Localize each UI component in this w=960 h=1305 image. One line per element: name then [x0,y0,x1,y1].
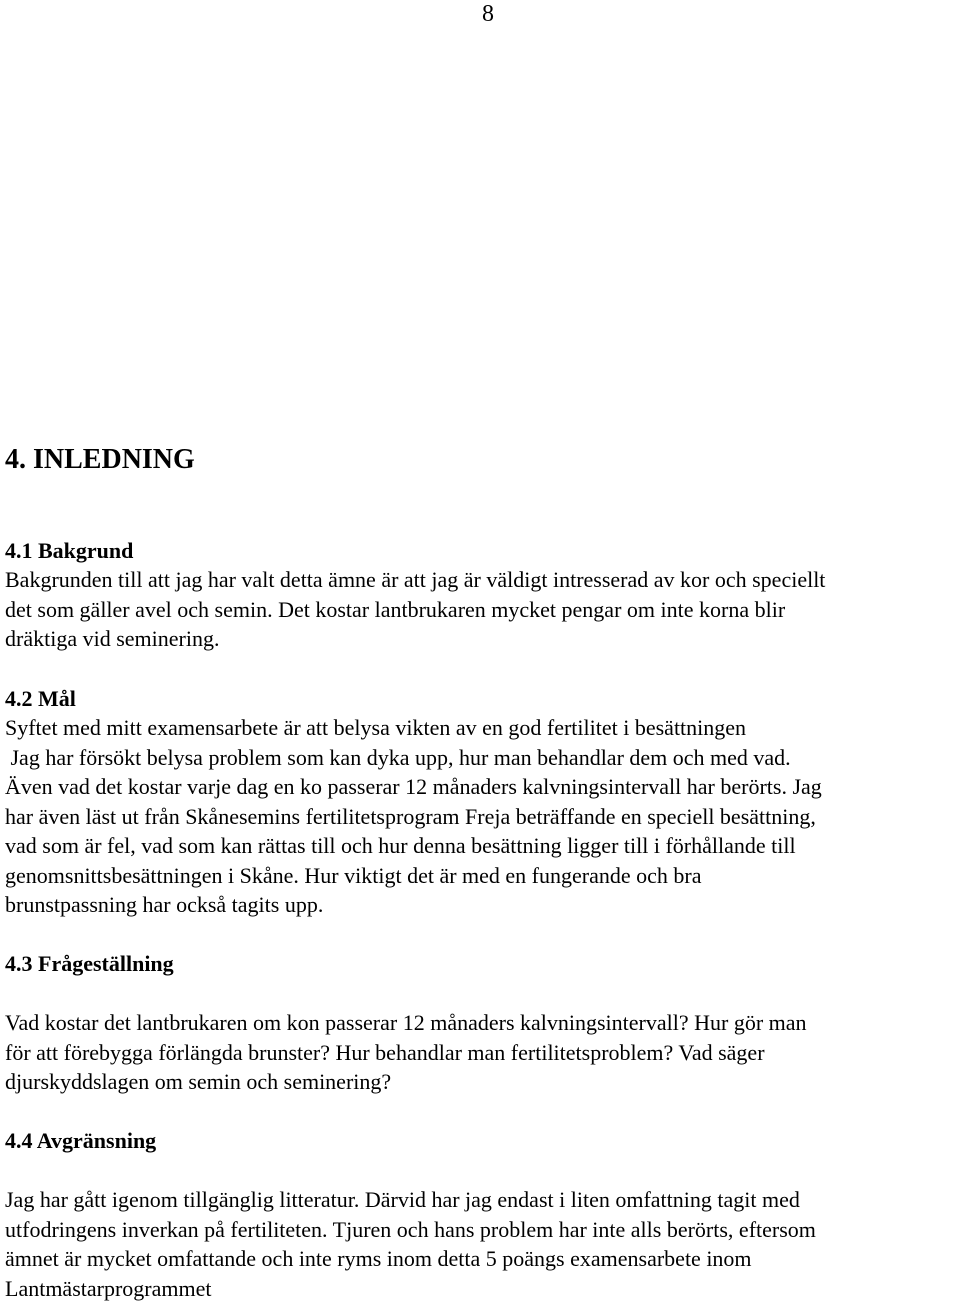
text-line: Även vad det kostar varje dag en ko passerar 12 månaders kalvningsintervall har berörts. Jag [5,774,822,799]
text-line: djurskyddslagen om semin och seminering? [5,1069,392,1094]
chapter-title: 4. INLEDNING [5,444,195,475]
section-heading-fragestallning: 4.3 Frågeställning [5,951,174,976]
text-line: Bakgrunden till att jag har valt detta ämne är att jag är väldigt intresserad av kor och speciellt [5,567,826,592]
section-heading-mal: 4.2 Mål [5,686,76,711]
text-line: utfodringens inverkan på fertiliteten. Tjuren och hans problem har inte alls berörts, eftersom [5,1216,816,1242]
text-line: för att förebygga förlängda brunster? Hur behandlar man fertilitetsproblem? Vad säger [5,1039,765,1065]
section-avgransning [5,1126,955,1303]
text-line: ämnet är mycket omfattande och inte ryms inom detta 5 poängs examensarbete inom [5,1246,752,1271]
text-line: Jag har försökt belysa problem som kan dyka upp, hur man behandlar dem och med vad. [5,744,791,770]
text-line: genomsnittsbesättningen i Skåne. Hur viktigt det är med en fungerande och bra [5,862,702,888]
text-line: det som gäller avel och semin. Det kostar lantbrukaren mycket pengar om inte korna blir [5,596,786,622]
section-heading-avgransning: 4.4 Avgränsning [5,1128,157,1153]
section-body-mal [5,713,955,920]
section-body-fragestallning [5,1008,955,1097]
page-number: 8 [482,1,494,27]
text-line: Vad kostar det lantbrukaren om kon passerar 12 månaders kalvningsintervall? Hur gör man [5,1010,807,1035]
text-line: Syftet med mitt examensarbete är att belysa vikten av en god fertilitet i besättningen [5,715,747,740]
section-fragestallning [5,949,955,1097]
text-line: brunstpassning har också tagits upp. [5,892,324,917]
text-line: Lantmästarprogrammet [5,1275,212,1301]
text-line: har även läst ut från Skånesemins fertilitetsprogram Freja beträffande en speciell besättning, [5,803,816,829]
section-heading-bakgrund: 4.1 Bakgrund [5,538,134,563]
text-line: vad som är fel, vad som kan rättas till och hur denna besättning ligger till i förhållande till [5,833,796,858]
text-line: dräktiga vid seminering. [5,626,220,651]
section-bakgrund [5,536,955,654]
section-body-bakgrund [5,565,955,654]
section-mal [5,684,955,920]
section-body-avgransning [5,1185,955,1303]
text-line: Jag har gått igenom tillgänglig litteratur. Därvid har jag endast i liten omfattning tagit med [5,1187,800,1212]
